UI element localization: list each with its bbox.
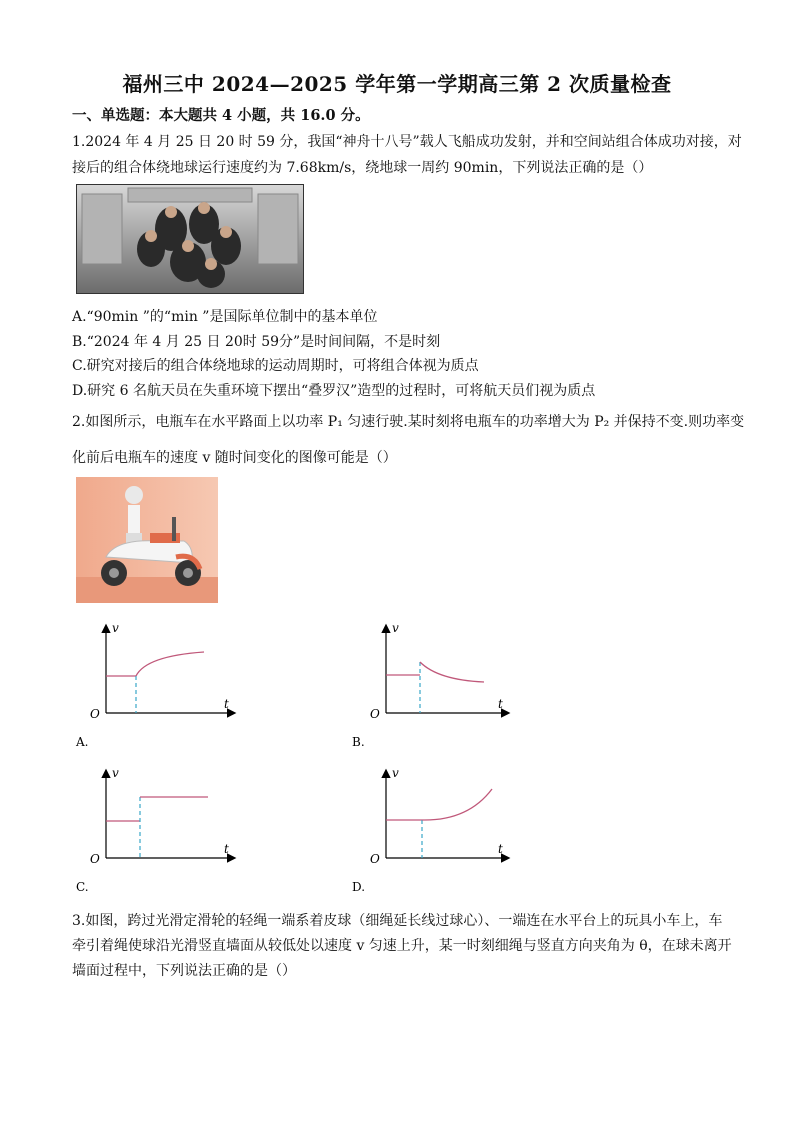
graph-c-v-axis-label: v [112,766,119,780]
graph-a-label: A. [76,735,89,749]
graph-c-t-axis-label: t [224,842,229,856]
graph-d-t-axis-label: t [498,842,503,856]
graph-d-label: D. [352,880,366,894]
q1-option-b: B.“2024 年 4 月 25 日 20时 59分”是时间间隔，不是时刻 [72,334,441,350]
graph-d-origin-label: O [370,852,380,866]
scooter-photo [76,477,218,603]
graph-c-origin-label: O [90,852,100,866]
q3-stem-line2: 牵引着绳使球沿光滑竖直墙面从较低处以速度 v 匀速上升，某一时刻细绳与竖直方向夹角为 θ，在球未离开 [72,938,732,954]
graph-b-v-axis-label: v [392,621,399,635]
q2-stem-line2: 化前后电瓶车的速度 v 随时间变化的图像可能是（） [72,450,397,466]
astronauts-photo [76,184,304,294]
q1-option-c: C.研究对接后的组合体绕地球的运动周期时，可将组合体视为质点 [72,358,479,374]
graph-c-label: C. [76,880,89,894]
graph-a-v-axis-label: v [112,621,119,635]
graph-a-t-axis-label: t [224,697,229,711]
graph-a-origin-label: O [90,707,100,721]
graph-c [74,763,244,895]
q3-stem-line3: 墙面过程中，下列说法正确的是（） [72,963,296,979]
q1-stem-line1: 1.2024 年 4 月 25 日 20 时 59 分，我国“神舟十八号”载人飞船成功发射，并和空间站组合体成功对接，对 [72,134,742,150]
graph-d-curve [422,789,492,820]
graph-a-curve [136,652,204,676]
q2-stem-line1: 2.如图所示，电瓶车在水平路面上以功率 P₁ 匀速行驶.某时刻将电瓶车的功率增大为 P₂ 并保持不变.则功率变 [72,414,745,430]
graph-b-t-axis-label: t [498,697,503,711]
graph-a [74,618,244,750]
section-heading: 一、单选题：本大题共 4 小题，共 16.0 分。 [72,107,370,124]
graph-b-origin-label: O [370,707,380,721]
graph-d [350,763,520,895]
graph-b-curve [420,662,484,682]
q1-stem-line2: 接后的组合体绕地球运行速度约为 7.68km/s，绕地球一周约 90min，下列说法正确的是（） [72,160,653,176]
graph-b [350,618,520,750]
graph-d-v-axis-label: v [392,766,399,780]
q3-stem-line1: 3.如图，跨过光滑定滑轮的轻绳一端系着皮球（细绳延长线过球心）、一端连在水平台上的玩具小车上，车 [72,913,723,929]
page-title: 福州三中 2024—2025 学年第一学期高三第 2 次质量检查 [122,72,672,96]
q1-option-d: D.研究 6 名航天员在失重环境下摆出“叠罗汉”造型的过程时，可将航天员们视为质点 [72,383,596,399]
graph-b-label: B. [352,735,365,749]
q1-option-a: A.“90min ”的“min ”是国际单位制中的基本单位 [72,309,378,325]
